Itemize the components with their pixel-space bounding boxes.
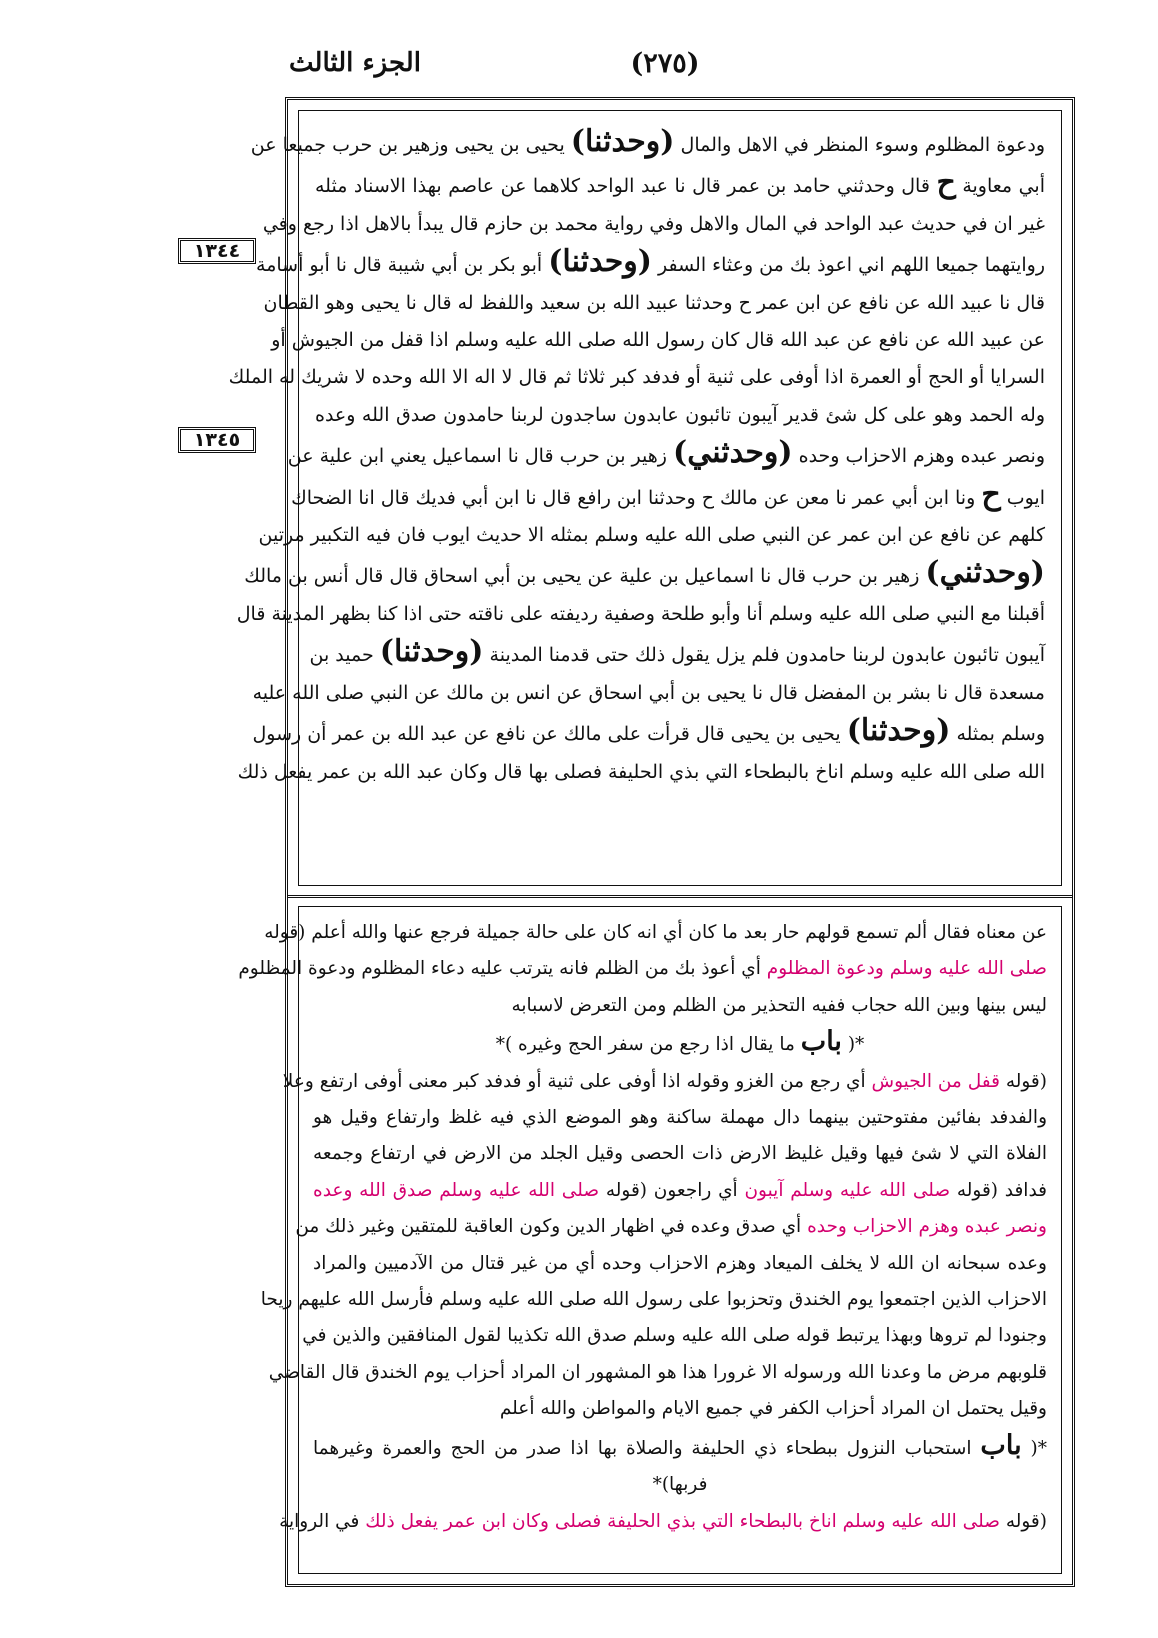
narration-marker: (وحدثني) <box>925 555 1045 591</box>
hadith-line <box>228 359 1045 396</box>
hadith-line <box>291 476 1045 517</box>
hadith-line <box>258 517 1045 554</box>
hadith-line <box>244 554 1045 595</box>
page-header <box>0 48 1158 92</box>
commentary-line: فدافد (قوله صلى الله عليه وسلم آيبون أي راجعون (قوله صلى الله عليه وسلم صدق الله وعده <box>313 1179 1047 1201</box>
hadith-text: الله صلى الله عليه وسلم اناخ بالبطحاء التي بذي الحليفة فصلى بها قال وكان عبد الله بن عمر يفعل ذلك <box>237 760 1045 783</box>
hadith-text: آيبون تائبون عابدون لربنا حامدون فلم يزل يقول ذلك حتى قدمنا المدينة <box>483 644 1045 667</box>
narration-marker: (وحدثنا) <box>548 244 652 280</box>
hadith-text: يحيى بن يحيى وزهير بن حرب جميعا عن <box>250 134 571 156</box>
hadith-text: السرايا أو الحج أو العمرة اذا أوفى على ثنية أو فدفد كبر ثلاثا ثم قال لا اله الا الله وحده لا شريك له الملك <box>228 366 1045 389</box>
hadith-line <box>262 206 1045 243</box>
hadith-number-1344: ١٣٤٤ <box>178 238 256 264</box>
hadith-line <box>287 434 1045 475</box>
commentary-line: ليس بينها وبين الله حجاب ففيه التحذير من الظلم ومن التعرض لاسبابه <box>511 994 1047 1016</box>
section-divider <box>288 895 1072 898</box>
narration-marker: (وحدثنا) <box>570 124 675 159</box>
narration-marker: (وحدثنا) <box>379 634 484 670</box>
hadith-text: ايوب <box>1000 486 1045 509</box>
hadith-text: زهير بن حرب قال نا اسماعيل يعني ابن علية عن <box>287 445 673 468</box>
hadith-line <box>250 123 1045 164</box>
commentary-line: ونصر عبده وهزم الاحزاب وحده أي صدق وعده في اظهار الدين وكون العاقبة للمتقين وغير ذلك من <box>295 1216 1047 1238</box>
hadith-text: قال وحدثني حامد بن عمر قال نا عبد الواحد كلاهما عن عاصم بهذا الاسناد مثله <box>315 175 937 198</box>
hadith-text: زهير بن حرب قال نا اسماعيل بن علية عن يحيى بن أبي اسحاق قال قال أنس بن مالك <box>244 565 926 588</box>
narration-marker: ح <box>936 165 956 201</box>
bab-word: باب <box>980 1429 1022 1461</box>
hadith-number-1345: ١٣٤٥ <box>178 427 256 453</box>
page-number: (٢٧٥) <box>630 48 700 79</box>
narration-marker: (وحدثني) <box>673 435 793 471</box>
quoted-phrase: قفل من الجيوش <box>871 1070 1000 1092</box>
part-title: الجزء الثالث <box>289 48 421 78</box>
hadith-line <box>315 397 1045 434</box>
chapter-heading-continued: فربها)* <box>652 1474 708 1496</box>
hadith-text: ودعوة المظلوم وسوء المنظر في الاهل والمال <box>674 134 1045 156</box>
quoted-phrase: صلى الله عليه وسلم اناخ بالبطحاء التي بذي الحليفة فصلى وكان ابن عمر يفعل ذلك <box>365 1510 1000 1532</box>
hadith-text-block <box>228 110 1062 886</box>
hadith-line <box>256 243 1045 284</box>
commentary-line: عن معناه فقال ألم تسمع قولهم حار بعد ما كان أي انه كان على حالة جميلة فرجع عنها والله أعلم (قوله <box>264 922 1047 943</box>
hadith-text: مسعدة قال نا بشر بن المفضل قال نا يحيى بن أبي اسحاق عن انس بن مالك عن النبي صلى الله عليه <box>252 681 1045 704</box>
hadith-line <box>252 675 1045 712</box>
hadith-text: أقبلنا مع النبي صلى الله عليه وسلم أنا وأبو طلحة وصفية رديفته على ناقته حتى اذا كنا بظهر المدينة قال <box>236 602 1045 625</box>
hadith-text: عن عبيد الله عن نافع عن عبد الله قال كان رسول الله صلى الله عليه وسلم اذا قفل من الجيوش أو <box>271 329 1045 352</box>
hadith-text: أبي معاوية <box>955 175 1045 198</box>
commentary-line: وقيل يحتمل ان المراد أحزاب الكفر في جميع الايام والمواطن والله أعلم <box>499 1398 1047 1420</box>
narration-marker: (وحدثنا) <box>846 713 951 749</box>
hadith-text: أبو بكر بن أبي شيبة قال نا أبو أسامة <box>256 254 549 277</box>
commentary-line: الاحزاب الذين اجتمعوا يوم الخندق وتحزبوا على رسول الله صلى الله عليه وسلم فأرسل الله عليهم ريحا <box>260 1289 1047 1311</box>
hadith-line <box>236 596 1045 633</box>
quoted-phrase: صلى الله عليه وسلم صدق الله وعده <box>313 1179 600 1201</box>
quoted-phrase: صلى الله عليه وسلم آيبون <box>744 1179 951 1201</box>
chapter-title: ما يقال اذا رجع من سفر الحج وغيره <box>518 1034 795 1056</box>
hadith-line <box>271 322 1045 359</box>
hadith-text: ونا ابن أبي عمر نا معن عن مالك ح وحدثنا ابن رافع قال نا ابن أبي فديك قال انا الضحاك <box>291 486 982 509</box>
bab-word: باب <box>800 1026 842 1058</box>
hadith-text: يحيى بن يحيى قال قرأت على مالك عن نافع عن عبد الله بن عمر أن رسول <box>252 723 847 746</box>
hadith-text: حميد بن <box>309 644 380 667</box>
commentary-line: (قوله صلى الله عليه وسلم اناخ بالبطحاء التي بذي الحليفة فصلى وكان ابن عمر يفعل ذلك في الرواية <box>279 1510 1047 1532</box>
hadith-text: قال نا عبيد الله عن نافع عن ابن عمر ح وحدثنا عبيد الله بن سعيد واللفظ له قال نا يحيى وهو القطان <box>263 291 1045 314</box>
chapter-heading: *( باب ما يقال اذا رجع من سفر الحج وغيره )* <box>495 1026 865 1058</box>
commentary-line: الفلاة التي لا شئ فيها وقيل غليظ الارض ذات الحصى وقيل الجلد من الارض في ارتفاع وجمعه <box>313 1143 1047 1165</box>
chapter-title: استحباب النزول ببطحاء ذي الحليفة والصلاة بها اذا صدر من الحج والعمرة وغيرهما <box>313 1437 972 1459</box>
chapter-heading: *( باب استحباب النزول ببطحاء ذي الحليفة والصلاة بها اذا صدر من الحج والعمرة وغيرهما <box>313 1429 1047 1461</box>
hadith-text: وله الحمد وهو على كل شئ قدير آيبون تائبون عابدون ساجدون لربنا حامدون صدق الله وعده <box>315 403 1045 426</box>
quoted-phrase: ونصر عبده وهزم الاحزاب وحده <box>807 1216 1047 1238</box>
commentary-line: وجنودا لم تروها وبهذا يرتبط قوله صلى الله عليه وسلم صدق الله تكذيبا لقول المنافقين والذين في <box>302 1325 1047 1347</box>
hadith-line <box>237 754 1045 791</box>
commentary-line: والفدفد بفائين مفتوحتين بينهما دال مهملة ساكنة وهو الموضع الذي فيه غلظ وارتفاع وقيل هو <box>313 1107 1047 1129</box>
quoted-phrase: صلى الله عليه وسلم ودعوة المظلوم <box>766 958 1047 980</box>
hadith-line <box>309 633 1045 674</box>
commentary-line: وعده سبحانه ان الله لا يخلف الميعاد وهزم الاحزاب وحده أي من غير قتال من الآدميين والمراد <box>313 1252 1047 1274</box>
commentary-line: صلى الله عليه وسلم ودعوة المظلوم أي أعوذ بك من الظلم فانه يترتب عليه دعاء المظلوم ودعوة المظلوم <box>238 958 1047 980</box>
hadith-text: وسلم بمثله <box>950 723 1045 746</box>
hadith-line <box>252 712 1045 753</box>
commentary-line: قلوبهم مرض ما وعدنا الله ورسوله الا غرورا هذا هو المشهور ان المراد أحزاب يوم الخندق قال القاضي <box>268 1361 1047 1383</box>
hadith-text: كلهم عن نافع عن ابن عمر عن النبي صلى الله عليه وسلم بمثله الا حديث ايوب فان فيه التكبير مرتين <box>258 524 1045 547</box>
hadith-text: غير ان في حديث عبد الواحد في المال والاهل وفي رواية محمد بن حازم قال يبدأ بالاهل اذا رجع وفي <box>262 212 1045 235</box>
hadith-line <box>315 164 1045 205</box>
page-frame <box>228 97 1075 1587</box>
commentary-line: (قوله قفل من الجيوش أي رجع من الغزو وقوله اذا أوفى على ثنية أو فدفد كبر معنى أوفى ارتفع وعلا <box>282 1070 1047 1092</box>
hadith-text: ونصر عبده وهزم الاحزاب وحده <box>792 445 1045 468</box>
narration-marker: ح <box>981 476 1001 512</box>
commentary-block <box>238 906 1062 1574</box>
hadith-text: روايتهما جميعا اللهم اني اعوذ بك من وعثاء السفر <box>651 254 1045 277</box>
hadith-line <box>263 285 1045 322</box>
